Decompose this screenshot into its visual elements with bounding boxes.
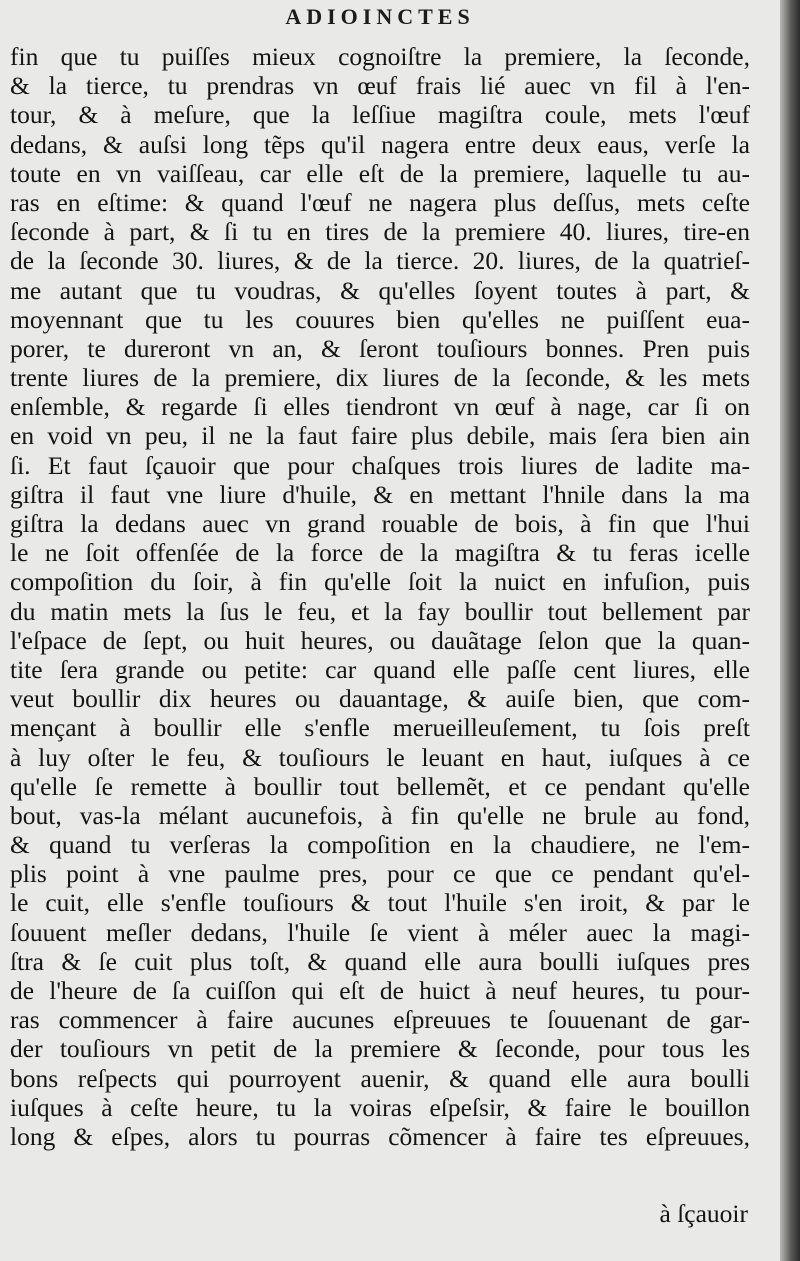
text-line: ſeconde à part, & ſi tu en tires de la premiere 40. liures, tire-en: [10, 217, 750, 247]
text-line: à luy oſter le feu, & touſiours le leuant en haut, iuſques à ce: [10, 742, 750, 772]
text-line: de l'heure de ſa cuiſſon qui eſt de huict à neuf heures, tu pour-: [10, 976, 750, 1005]
text-line: ſouuent meſler dedans, l'huile ſe vient à méler auec la magi-: [10, 917, 750, 947]
catchword: à ſçauoir: [659, 1199, 748, 1228]
text-line: me autant que tu voudras, & qu'elles ſoyent toutes à part, &: [10, 275, 750, 305]
text-line: en void vn peu, il ne la faut faire plus debile, mais ſera bien ain: [10, 421, 750, 451]
text-line: ſi. Et faut ſçauoir que pour chaſques trois liures de ladite ma-: [10, 450, 750, 480]
text-line: der touſiours vn petit de la premiere & ſeconde, pour tous les: [10, 1034, 750, 1064]
binding-shadow: [780, 0, 800, 1261]
text-line: iuſques à ceſte heure, tu la voiras eſpeſsir, & faire le bouillon: [10, 1092, 750, 1122]
text-line: giſtra il faut vne liure d'huile, & en mettant l'hnile dans la ma: [10, 479, 750, 509]
text-line: long & eſpes, alors tu pourras cõmencer à faire tes eſpreuues,: [10, 1121, 750, 1151]
text-line: l'eſpace de ſept, ou huit heures, ou dauãtage ſelon que la quan-: [10, 625, 750, 655]
body-text: [10, 42, 750, 1151]
text-line: giſtra la dedans auec vn grand rouable de bois, à fin que l'hui: [10, 509, 750, 538]
text-line: ras en eſtime: & quand l'œuf ne nagera plus deſſus, mets ceſte: [10, 187, 750, 217]
text-line: porer, te dureront vn an, & ſeront touſiours bonnes. Pren puis: [10, 333, 750, 363]
text-line: & la tierce, tu prendras vn œuf frais lié auec vn fil à l'en-: [10, 71, 750, 101]
text-line: moyennant que tu les couures bien qu'elles ne puiſſent eua-: [10, 304, 750, 334]
text-line: toute en vn vaiſſeau, car elle eſt de la premiere, laquelle tu au-: [10, 158, 750, 188]
text-line: veut boullir dix heures ou dauantage, & auiſe bien, que com-: [10, 684, 750, 714]
text-line: & quand tu verſeras la compoſition en la chaudiere, ne l'em-: [10, 830, 750, 860]
text-line: tour, & à meſure, que la leſſiue magiſtra coule, mets l'œuf: [10, 100, 750, 130]
text-line: bout, vas-la mélant aucunefois, à fin qu'elle ne brule au fond,: [10, 800, 750, 830]
text-line: ras commencer à faire aucunes eſpreuues te ſouuenant de gar-: [10, 1005, 750, 1035]
text-line: mençant à boullir elle s'enfle merueilleuſement, tu ſois preſt: [10, 713, 750, 743]
text-line: le ne ſoit offenſée de la force de la magiſtra & tu feras icelle: [10, 538, 750, 568]
text-line: de la ſeconde 30. liures, & de la tierce. 20. liures, de la quatrieſ-: [10, 246, 750, 276]
text-line: trente liures de la premiere, dix liures de la ſeconde, & les mets: [10, 363, 750, 393]
text-line: qu'elle ſe remette à boullir tout bellemẽt, et ce pendant qu'elle: [10, 771, 750, 801]
text-line: fin que tu puiſſes mieux cognoiſtre la premiere, la ſeconde,: [10, 42, 750, 71]
text-line: ſtra & ſe cuit plus toſt, & quand elle aura boulli iuſques pres: [10, 946, 750, 976]
text-line: du matin mets la ſus le feu, et la fay boullir tout bellement par: [10, 596, 750, 626]
text-line: tite ſera grande ou petite: car quand elle paſſe cent liures, elle: [10, 654, 750, 684]
text-line: le cuit, elle s'enfle touſiours & tout l'huile s'en iroit, & par le: [10, 888, 750, 918]
text-line: compoſition du ſoir, à fin qu'elle ſoit la nuict en infuſion, puis: [10, 567, 750, 597]
running-head: ADIOINCTES: [285, 4, 475, 29]
text-line: enſemble, & regarde ſi elles tiendront vn œuf à nage, car ſi on: [10, 392, 750, 422]
text-line: bons reſpects qui pourroyent auenir, & quand elle aura boulli: [10, 1063, 750, 1093]
text-line: dedans, & auſsi long tẽps qu'il nagera entre deux eaus, verſe la: [10, 129, 750, 159]
text-line: plis point à vne paulme pres, pour ce que ce pendant qu'el-: [10, 859, 750, 889]
